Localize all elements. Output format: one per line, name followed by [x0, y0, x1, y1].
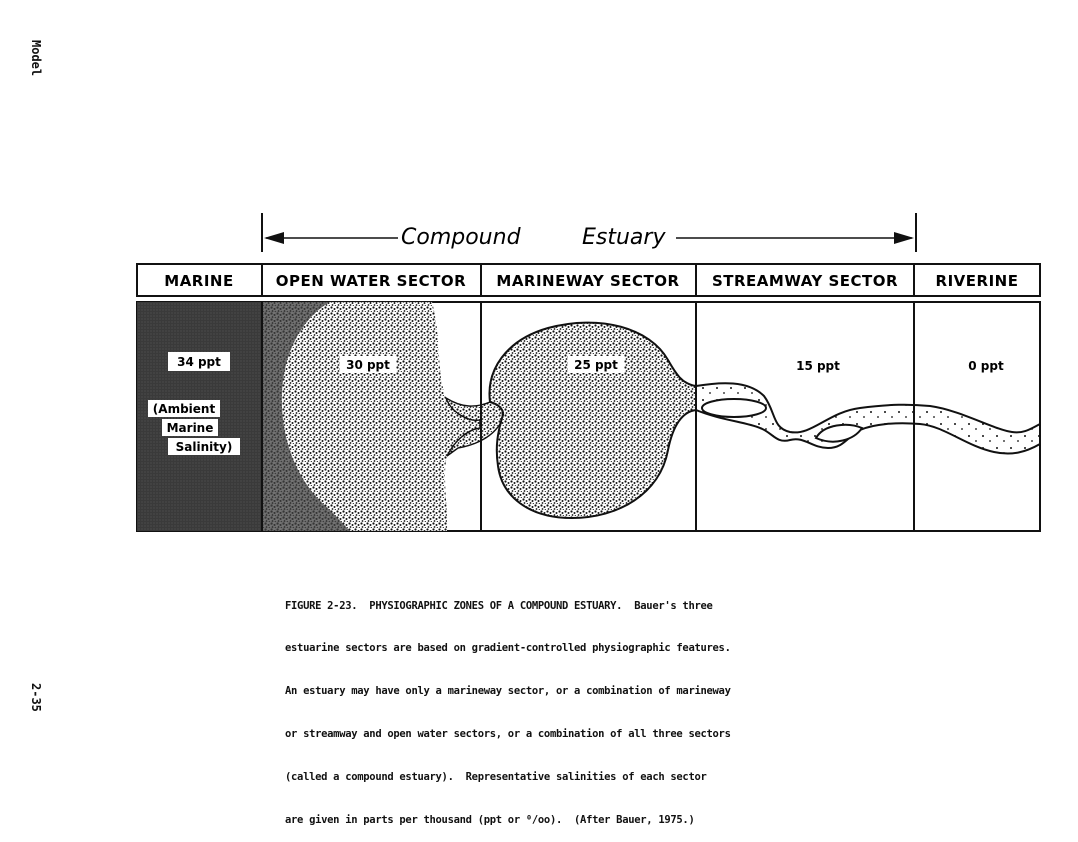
header-open-water: OPEN WATER SECTOR	[275, 272, 467, 290]
title-compound: Compound	[401, 225, 521, 250]
caption-line: An estuary may have only a marineway sector, or a combination of marineway	[285, 685, 731, 698]
marine-note-line-3: Salinity)	[175, 440, 233, 454]
caption-line: are given in parts per thousand (ppt or ⁰/oo). (After Bauer, 1975.)	[285, 814, 695, 827]
marine-note-line-2: Marine	[166, 421, 214, 435]
salinity-marineway: 25 ppt	[574, 358, 618, 372]
caption-line: estuarine sectors are based on gradient-controlled physiographic features.	[285, 642, 731, 655]
salinity-open-water: 30 ppt	[346, 358, 390, 372]
marine-note-line-1: (Ambient	[152, 402, 216, 416]
salinity-streamway: 15 ppt	[796, 359, 840, 373]
side-label-top: Model	[29, 40, 43, 77]
caption-line: or streamway and open water sectors, or a combination of all three sectors	[285, 728, 731, 741]
header-marine: MARINE	[164, 272, 234, 290]
left-arrowhead-icon	[264, 232, 284, 244]
right-arrowhead-icon	[894, 232, 914, 244]
salinity-marine: 34 ppt	[177, 355, 221, 369]
caption-line: FIGURE 2-23. PHYSIOGRAPHIC ZONES OF A COMPOUND ESTUARY. Bauer's three	[285, 599, 713, 612]
page-number: 2-35	[29, 683, 43, 712]
compound-estuary-span	[262, 213, 916, 252]
sector-panel	[137, 302, 1040, 531]
caption-line: (called a compound estuary). Representative salinities of each sector	[285, 771, 707, 784]
channel-island	[702, 399, 766, 417]
header-riverine: RIVERINE	[935, 272, 1019, 290]
title-estuary: Estuary	[582, 225, 666, 250]
header-streamway: STREAMWAY SECTOR	[711, 272, 899, 290]
figure-caption	[285, 570, 845, 842]
salinity-riverine: 0 ppt	[968, 359, 1004, 373]
header-marineway: MARINEWAY SECTOR	[496, 272, 680, 290]
sector-header-row	[137, 264, 1040, 296]
